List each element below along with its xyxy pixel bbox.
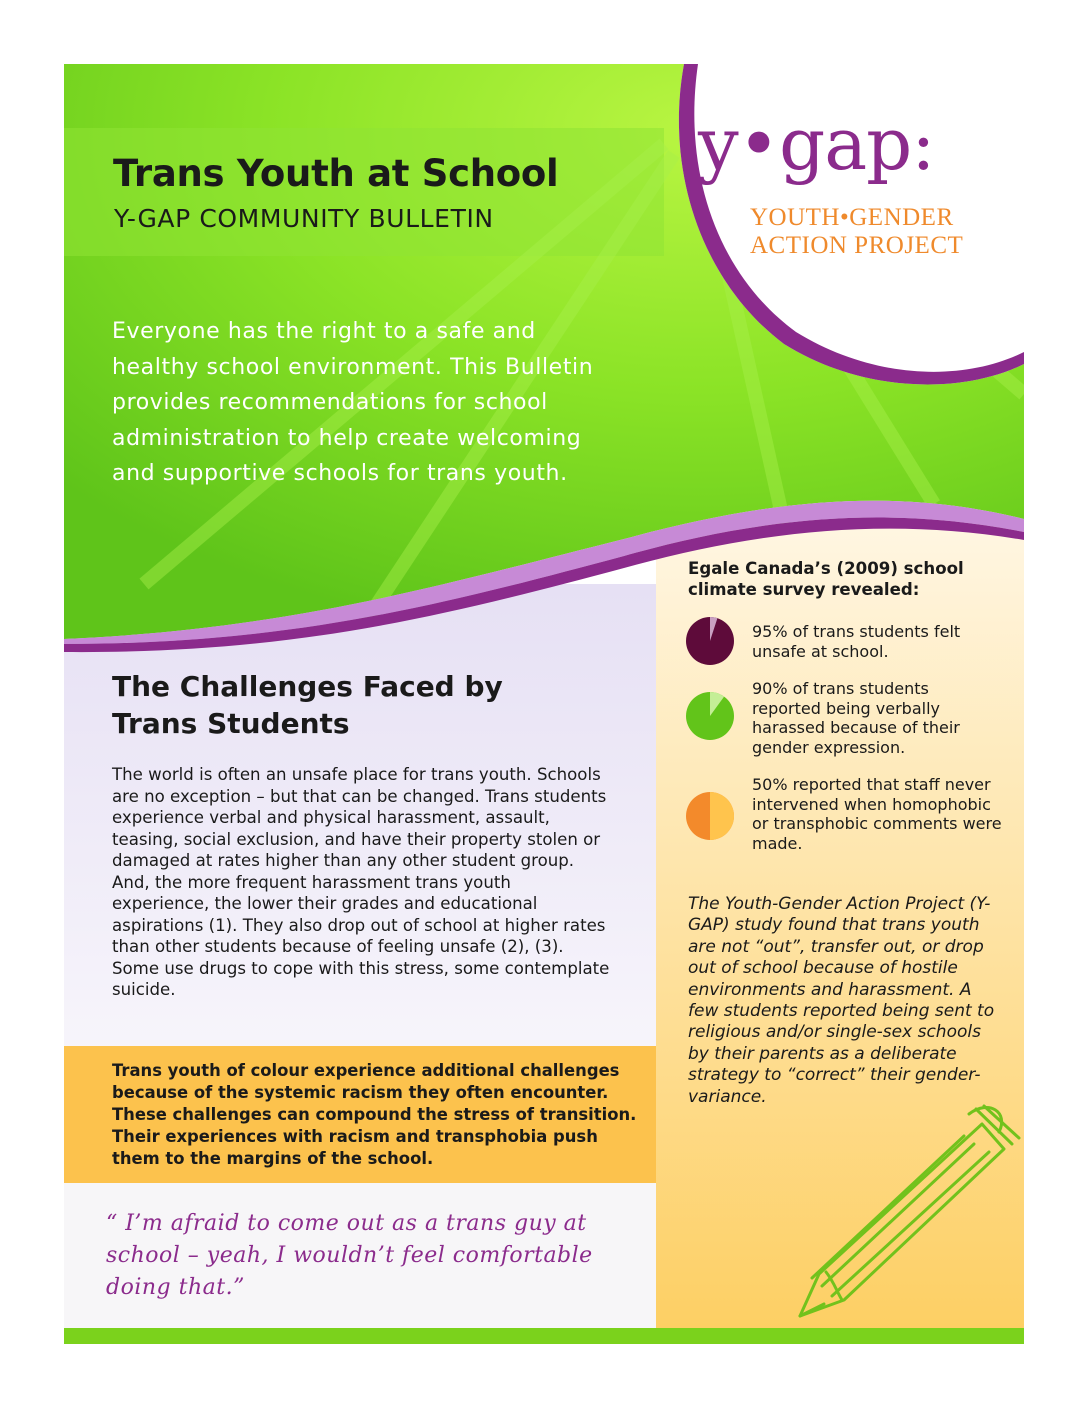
bulletin-page [64, 64, 1024, 1344]
student-quote: “ I’m afraid to come out as a trans guy at school – yeah, I wouldn’t feel comfortable doing that.” [106, 1211, 593, 1300]
intro-paragraph: Everyone has the right to a safe and healthy school environment. This Bulletin provides recommendations for school administration to help create welcoming and supportive schools for trans youth. [112, 319, 594, 486]
sidebar-heading: Egale Canada’s (2009) school climate survey revealed: [688, 559, 964, 599]
logo-wordmark-text: y•gap: [698, 102, 935, 186]
study-finding: The Youth-Gender Action Project (Y-GAP) study found that trans youth are not “out”, transfer out, or drop out of school because of hostile environments and harassment. A few students reported being sent to religious and/or single-sex schools by their parents as a deliberate strategy to “correct” their gender-variance. [688, 894, 995, 1107]
logo-line-1: YOUTH•GENDER [750, 204, 954, 231]
page-subtitle: Y-GAP COMMUNITY BULLETIN [114, 204, 494, 233]
section-body: The world is often an unsafe place for trans youth. Schools are no exception – but that can be changed. Trans students experience verbal and physical harassment, assault, teasing, social exclusion, and have their property stolen or damaged at rates higher than any other student group. And, the more frequent harassment trans youth experience, the lower their grades and educational aspirations (1). They also drop out of school at higher rates than other students because of feeling unsafe (2), (3). Some use drugs to cope with this stress, some contemplate suicide. [112, 765, 610, 999]
stat-50: 50% reported that staff never intervened when homophobic or transphobic comments were made. [752, 775, 1002, 853]
callout-text: Trans youth of colour experience additional challenges because of the systemic racism they often encounter. These challenges can compound the stress of transition. Their experiences with racism and transphobia push them to the margins of the school. [112, 1061, 637, 1168]
section-title: The Challenges Faced by Trans Students [112, 670, 503, 740]
logo-line-2: ACTION PROJECT [750, 232, 964, 259]
ygap-logo-wordmark [698, 104, 935, 184]
stat-95: 95% of trans students felt unsafe at school. [752, 622, 961, 661]
stat-90: 90% of trans students reported being verbally harassed because of their gender expression. [752, 679, 960, 757]
page-title: Trans Youth at School [113, 152, 559, 195]
ygap-logo-tagline [750, 204, 963, 260]
pie-charts [686, 617, 734, 840]
